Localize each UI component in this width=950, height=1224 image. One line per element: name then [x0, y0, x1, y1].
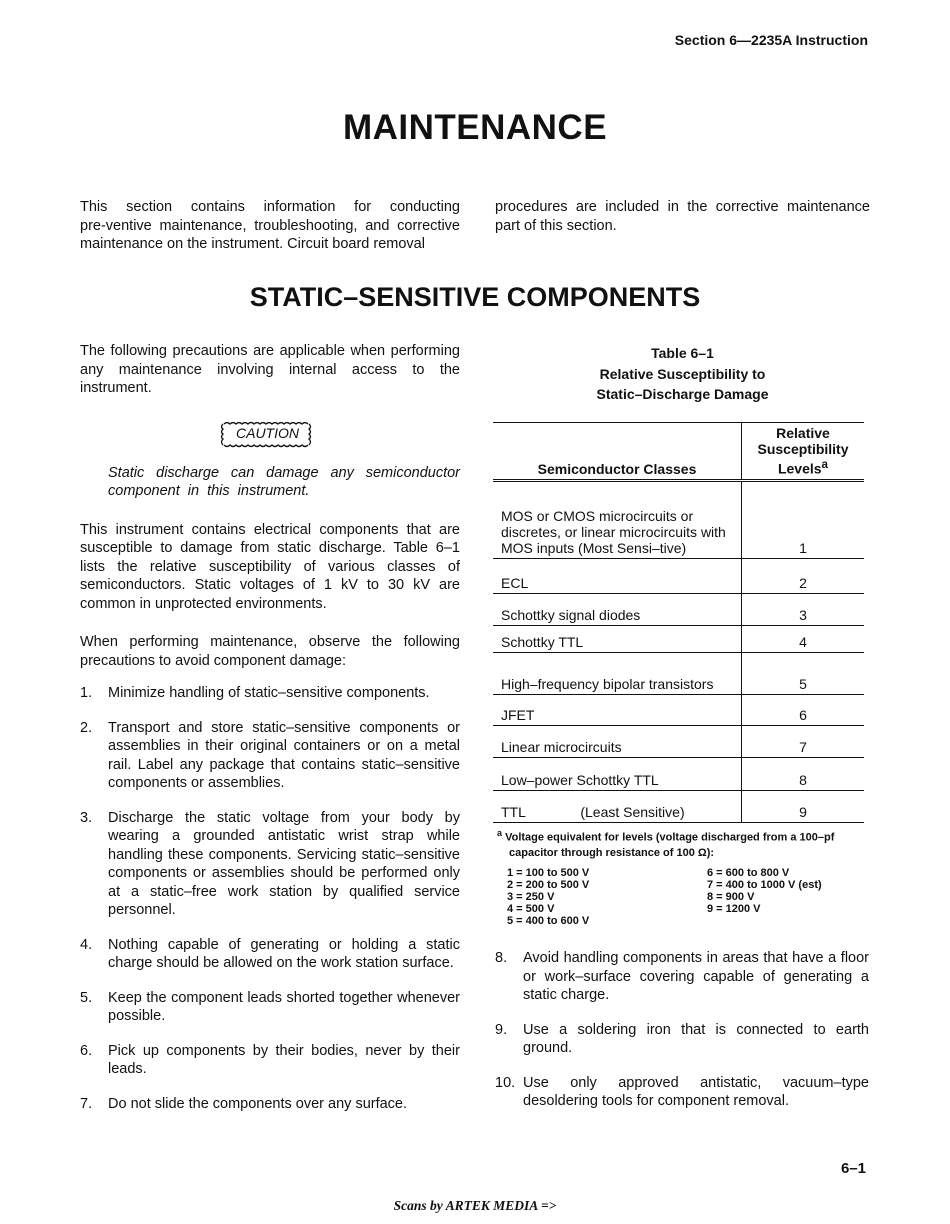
column-header-classes: Semiconductor Classes	[493, 423, 742, 481]
column-header-levels: Relative Susceptibility Levels$^a$	[742, 423, 865, 481]
table-footnote	[497, 826, 867, 927]
list-item: 3. Discharge the static voltage from your body by wearing a grounded antistatic wrist strap while handling these components. Servicing static–sensitive components or assemblies should be performed only at a static–free work station by qualified service personnel.	[80, 809, 460, 918]
level-legend-left: 1 = 100 to 500 V 2 = 200 to 500 V 3 = 250 V 4 = 500 V 5 = 400 to 600 V	[507, 866, 590, 927]
susceptibility-table	[493, 422, 864, 823]
footnote-mark: a	[497, 828, 503, 838]
list-item: 7. Do not slide the components over any surface.	[80, 1095, 408, 1112]
table-row: Schottky signal diodes 3	[493, 594, 864, 626]
intro-left-paragraph: This section contains information for conducting pre‑ventive maintenance, troubleshooting, and corrective maintenance on the instrument. Circuit board removal	[80, 199, 460, 252]
caution-block	[80, 418, 460, 464]
footnote-text: Voltage equivalent for levels (voltage discharged from a 100–pf capacitor through resistance of 100 Ω):	[505, 831, 835, 859]
section-title: STATIC–SENSITIVE COMPONENTS	[249, 282, 701, 312]
table-number: Table 6–1	[651, 345, 714, 361]
table-row: Linear microcircuits 7	[493, 726, 864, 758]
list-item: 10. Use only approved antistatic, vacuum–type desoldering tools for component removal.	[495, 1074, 869, 1109]
susceptibility-paragraph: This instrument contains electrical components that are susceptible to damage from static discharge. Table 6–1 lists the relative susceptibility of various classes of semiconductors. Static voltages of 1 kV to 30 kV are common in unprotected environments.	[80, 521, 460, 612]
table-row: High–frequency bipolar transistors 5	[493, 653, 864, 695]
table-row: ECL 2	[493, 559, 864, 594]
list-item: 4. Nothing capable of generating or holding a static charge should be allowed on the work station surface.	[80, 936, 460, 971]
table-row: Low–power Schottky TTL 8	[493, 758, 864, 791]
table-row: MOS or CMOS microcircuits or discretes, or linear microcircuits with MOS inputs (Most Sensi–tive) 1	[493, 481, 864, 559]
page-number: 6–1	[840, 1160, 866, 1177]
precautions-paragraph: When performing maintenance, observe the following precautions to avoid component damage:	[80, 634, 460, 669]
table-row: Schottky TTL 4	[493, 626, 864, 653]
table-row: JFET 6	[493, 695, 864, 726]
caution-label: CAUTION	[236, 424, 299, 441]
list-item: 9. Use a soldering iron that is connected to earth ground.	[495, 1021, 869, 1056]
page-title: MAINTENANCE	[342, 108, 608, 147]
precaution-list	[80, 684, 460, 1113]
list-item: 1. Minimize handling of static–sensitive components.	[80, 685, 430, 701]
left-column	[80, 342, 460, 1113]
table-row: TTL (Least Sensitive) 9	[493, 791, 864, 823]
level-legend-right: 6 = 600 to 800 V 7 = 400 to 1000 V (est) 8 = 900 V 9 = 1200 V	[707, 866, 822, 915]
list-item: 2. Transport and store static–sensitive components or assemblies in their original containers or on a metal rail. Label any package that contains static–sensitive components or assemblies.	[80, 719, 460, 791]
right-column-list	[495, 935, 869, 1111]
scans-credit: Scans by ARTEK MEDIA =>	[393, 1198, 557, 1213]
caution-badge	[218, 420, 317, 448]
intro-right-paragraph: procedures are included in the corrective maintenance part of this section.	[495, 199, 870, 234]
section-header: Section 6—2235A Instruction	[674, 32, 868, 48]
table-title-line: Relative Susceptibility to	[599, 365, 766, 382]
level-legend	[497, 867, 867, 927]
list-item: 6. Pick up components by their bodies, never by their leads.	[80, 1042, 460, 1077]
list-item: 5. Keep the component leads shorted together whenever possible.	[80, 989, 460, 1024]
table-title-line: Static–Discharge Damage	[596, 386, 769, 402]
caution-text: Static discharge can damage any semiconductor component in this instrument.	[108, 464, 460, 499]
precaution-intro: The following precautions are applicable when performing any maintenance involving internal access to the instrument.	[80, 343, 460, 396]
table-caption	[495, 343, 870, 405]
list-item: 8. Avoid handling components in areas that have a floor or work–surface covering capable of generating a static charge.	[495, 950, 869, 1003]
